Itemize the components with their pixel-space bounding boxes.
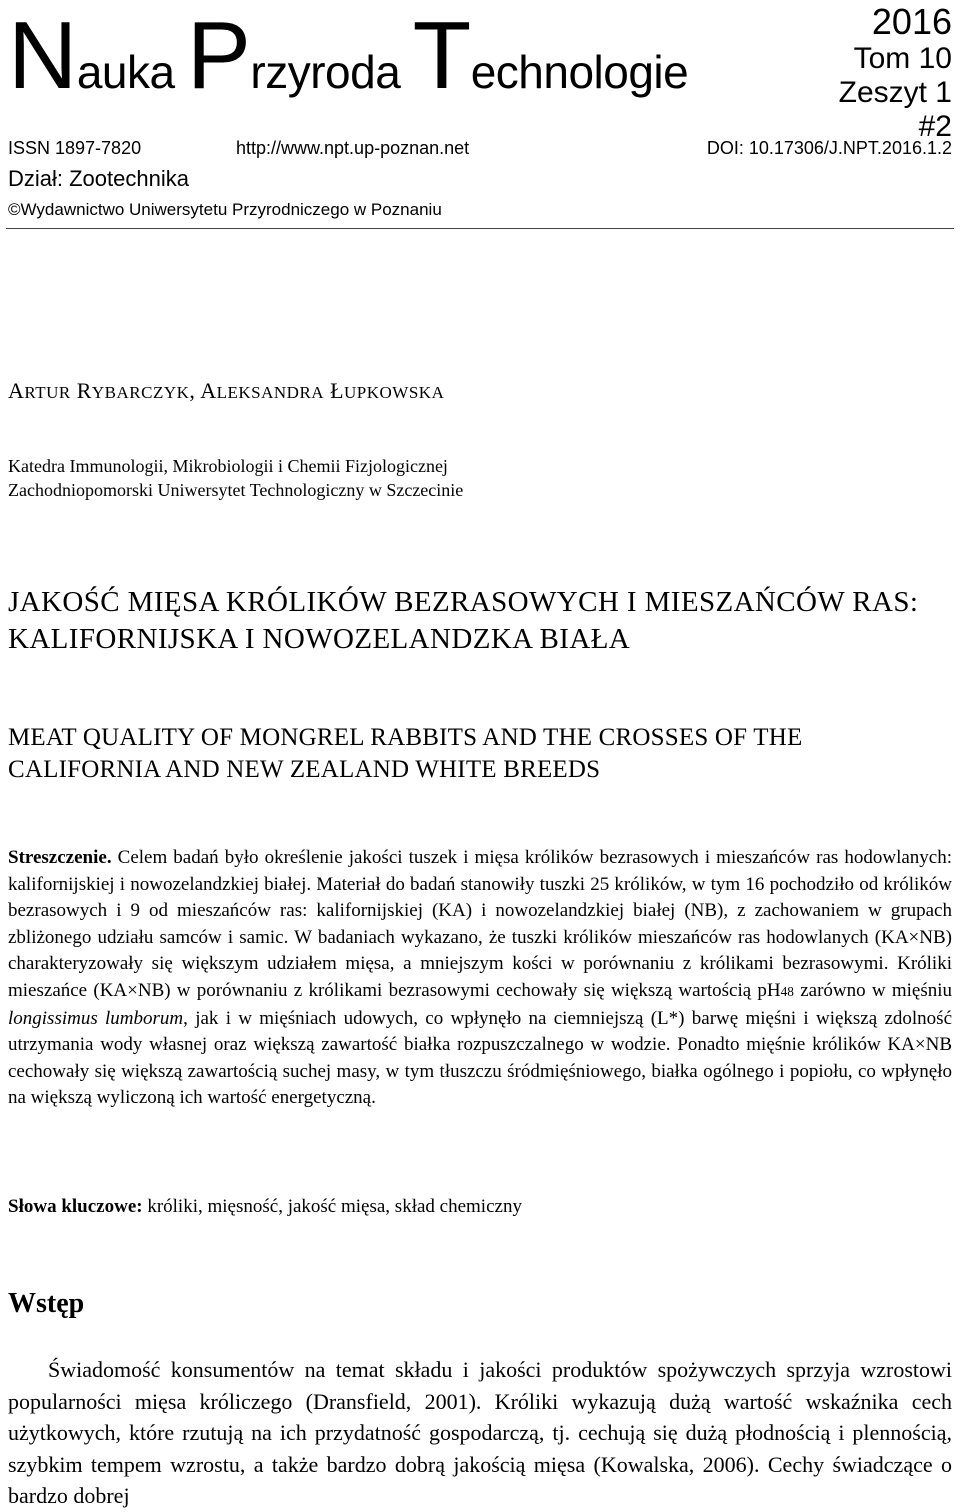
abstract-text-2: zarówno w mięśniu: [793, 979, 952, 1001]
intro-paragraph: Świadomość konsumentów na temat składu i jakości produktów spożywczych sprzyja wzrostowi popularności mięsa króliczego (Dransfield, 2001). Króliki wykazują dużą wartość wskaźnika cech użytkowych, które rzutują na ich przydatność gospodarczą, tj. cechują się dużą płodnością i plennością, szybkim tempem wzrostu, a także bardzo dobrą jakością mięsa (Kowalska, 2006). Cechy świadczące o bardzo dobrej: [8, 1357, 952, 1508]
doi[interactable]: DOI: 10.17306/J.NPT.2016.1.2: [706, 138, 952, 158]
journal-title-word-1: auka: [76, 46, 187, 98]
author-2-last-rest: UPKOWSKA: [344, 383, 445, 402]
journal-title-word-2: rzyroda: [250, 46, 413, 98]
issue-hash: #2: [918, 110, 952, 143]
journal-title-initial-2: P: [186, 2, 251, 109]
affiliation-line-2: Zachodniopomorski Uniwersytet Technologiczny w Szczecinie: [8, 480, 464, 500]
journal-url[interactable]: http://www.npt.up-poznan.net: [236, 138, 470, 158]
issn: ISSN 1897-7820: [8, 138, 142, 158]
author-1-last-rest: YBARCZYK: [91, 383, 190, 402]
issue-number: Zeszyt 1: [838, 76, 952, 109]
authors: ARTUR RYBARCZYK, ALEKSANDRA ŁUPKOWSKA: [8, 378, 445, 403]
abstract-label: Streszczenie.: [8, 847, 112, 868]
ph-subscript: 48: [780, 983, 794, 999]
keywords-label: Słowa kluczowe:: [8, 1196, 143, 1217]
author-1-last-initial: R: [76, 378, 92, 403]
copyright: [8, 200, 442, 220]
author-2-first-initial: A: [200, 378, 217, 403]
journal-title-word-3: echnologie: [470, 46, 689, 98]
copyright-symbol: ©: [8, 200, 21, 219]
author-2-first-rest: LEKSANDRA: [216, 383, 325, 402]
copyright-holder: Wydawnictwo Uniwersytetu Przyrodniczego w Poznaniu: [20, 200, 442, 219]
title-english: MEAT QUALITY OF MONGREL RABBITS AND THE CROSSES OF THE CALIFORNIA AND NEW ZEALAND WHITE BREEDS: [8, 724, 803, 783]
author-1: [8, 378, 189, 403]
section-label: Dział: Zootechnika: [8, 166, 189, 191]
journal-title: [8, 2, 689, 109]
issue-info: [839, 2, 952, 144]
abstract-text-3: , jak i w mięśniach udowych, co wpłynęło na ciemniejszą (L*) barwę mięśni i większą zdolność utrzymania wody własnej oraz większą zawartość białka rozpuszczalnego w wodzie. Ponadto mięśnie królików KA×NB cechowały się większą zawartością suchej masy, w tym tłuszczu śródmięśniowego, białka ogólnego i popiołu, co wpłynęło na większą wyliczoną ich wartość energetyczną.: [8, 1007, 953, 1109]
author-1-first-rest: RTUR: [24, 383, 71, 402]
issue-year: 2016: [871, 1, 952, 42]
abstract-text-1: Celem badań było określenie jakości tuszek i mięsa królików bezrasowych i mieszańców ras hodowlanych: kalifornijskiej i nowozelandzkiej białej. Materiał do badań stanowiły tuszki 25 królików, w tym 16 pochodziło od królików bezrasowych i 9 od mieszańców ras: kalifornijskiej (KA) i nowozelandzkiej białej (NB), z zachowaniem w grupach zbliżonego udziału samców i samic. W badaniach wykazano, że tuszki królików mieszańców ras hodowlanych (KA×NB) charakteryzowały się większym udziałem mięsa, a mniejszym kości w porównaniu z królikami bezrasowymi. Króliki mieszańce (KA×NB) w porównaniu z królikami bezrasowymi cechowały się większą wartością pH: [8, 847, 952, 1001]
journal-title-initial-1: N: [8, 2, 77, 109]
affiliation-line-1: Katedra Immunologii, Mikrobiologii i Chemii Fizjologicznej: [8, 456, 448, 476]
title-polish: JAKOŚĆ MIĘSA KRÓLIKÓW BEZRASOWYCH I MIESZAŃCÓW RAS: KALIFORNIJSKA I NOWOZELANDZKA BIAŁA: [8, 586, 919, 655]
author-2-last-initial: Ł: [330, 378, 345, 403]
keywords: [8, 1196, 522, 1218]
keywords-text: króliki, mięsność, jakość mięsa, skład chemiczny: [142, 1196, 522, 1217]
section-heading: Wstęp: [8, 1288, 85, 1319]
meta-line: [8, 138, 952, 162]
journal-title-initial-3: T: [412, 2, 471, 109]
muscle-name: longissimus lumborum: [8, 1007, 184, 1029]
author-1-first-initial: A: [8, 378, 25, 403]
affiliation: [8, 454, 463, 502]
header-divider: [6, 228, 954, 229]
author-2: [200, 378, 444, 403]
issue-volume: Tom 10: [853, 42, 952, 75]
abstract: [8, 845, 952, 1112]
